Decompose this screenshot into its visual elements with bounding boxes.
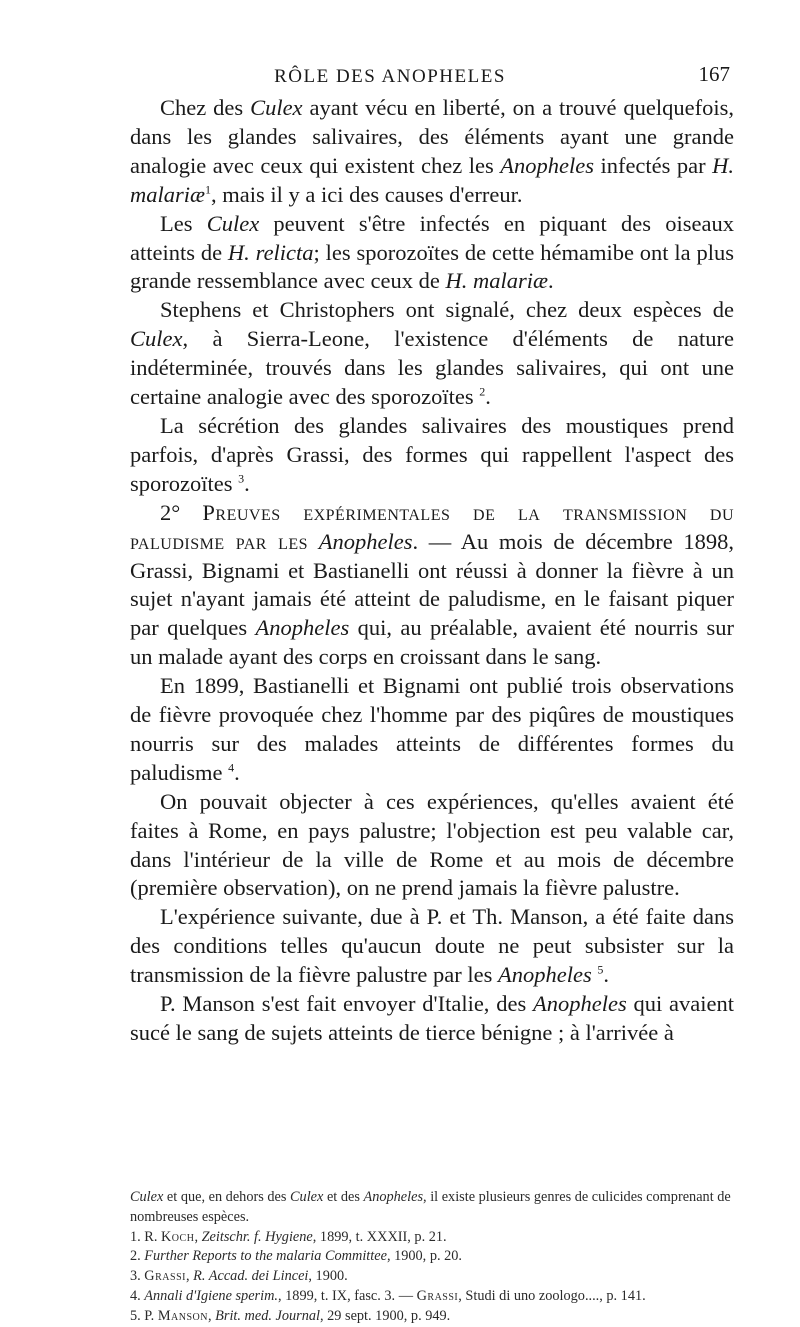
paragraph <box>130 672 734 788</box>
italic-run: Anopheles <box>363 1189 424 1205</box>
section-heading-paragraph <box>130 499 734 672</box>
text-run: . <box>485 384 491 410</box>
text-run: . <box>244 470 250 496</box>
text-run: . <box>603 962 609 988</box>
paragraph <box>130 788 734 904</box>
italic-run: Culex <box>130 326 183 352</box>
footnotes <box>130 1188 736 1327</box>
footnote-ref: 5 <box>597 962 604 977</box>
text-run: et des <box>323 1189 364 1205</box>
text-run: P. Manson s'est fait envoyer d'Italie, des <box>160 991 533 1017</box>
text-run: 1. R. <box>130 1228 161 1245</box>
italic-run: Annali d'Igiene sperim. <box>144 1287 278 1304</box>
text-run: 2° <box>160 499 203 525</box>
italic-run: Culex <box>206 210 260 236</box>
text-run: Chez des <box>160 95 251 120</box>
italic-run: H. malariæ <box>130 152 734 207</box>
footnote <box>130 1287 736 1307</box>
footnote-ref: 2 <box>479 384 486 399</box>
text-run: , à Sierra-Leone, l'existence d'éléments de nature indéterminée, trouvés dans les glandes salivaires, qui ont une certaine analogie avec des sporozoïtes <box>130 326 734 410</box>
text-run: 2. <box>130 1248 145 1265</box>
small-caps-run: Preuves expérimentales de la transmission du paludisme par les <box>130 499 735 554</box>
text-run: 3. <box>130 1268 145 1285</box>
italic-run: Culex <box>130 1189 164 1205</box>
small-caps-run: Koch <box>160 1228 195 1245</box>
text-run: , 1899, t. IX, fasc. 3. — <box>278 1287 417 1304</box>
running-title: RÔLE DES ANOPHELES <box>274 66 506 87</box>
italic-run: Anopheles <box>532 991 627 1017</box>
text-run: qui avaient sucé le sang de sujets atteints de tierce bénigne ; à l'arrivée à <box>130 991 734 1045</box>
text-run: peuvent s'être infectés en piquant des oiseaux atteints de <box>130 210 734 265</box>
text-run: , 1900, p. 20. <box>386 1248 462 1265</box>
italic-run: H. malariæ <box>445 268 548 294</box>
text-run: . — Au mois de décembre 1898, Grassi, Bignami et Bastianelli ont réussi à donner la fièvre à un sujet n'ayant jamais été atteint de paludisme, en le faisant piquer par quelques <box>130 528 734 641</box>
text-run: , 1899, t. XXXII, p. 21. <box>312 1228 447 1245</box>
italic-run: Further Reports to the malaria Committee <box>144 1248 387 1265</box>
text-run: et que, en dehors des <box>163 1189 291 1205</box>
footnote-continuation <box>130 1188 736 1228</box>
text-run: On pouvait objecter à ces expériences, qu'elles avaient été faites à Rome, en pays palustre; l'objection est peu valable car, dans l'intérieur de la ville de Rome et au mois de décembre (première observation), on ne prend jamais la fièvre palustre. <box>130 788 734 901</box>
text-run: , Studi di uno zoologo...., p. 141. <box>458 1287 646 1304</box>
text-run: , <box>194 1228 202 1245</box>
footnote-ref: 4 <box>228 760 235 775</box>
italic-run: Anopheles <box>255 615 350 641</box>
body-text <box>130 94 734 1048</box>
text-run: L'expérience suivante, due à P. et Th. Manson, a été faite dans des conditions telles qu'aucun doute ne peut subsister sur la transmission de la fièvre palustre par les <box>130 904 734 988</box>
text-run: ayant vécu en liberté, on a trouvé quelquefois, dans les glandes salivaires, des éléments ayant une grande analogie avec ceux qui existent chez les <box>130 95 734 178</box>
italic-run: Brit. med. Journal <box>215 1307 320 1324</box>
italic-run: R. Accad. dei Lincei <box>193 1268 309 1285</box>
paragraph <box>130 412 734 499</box>
text-run: . <box>547 268 554 294</box>
text-run: , il existe plusieurs genres de culicides comprenant de nombreuses espèces. <box>130 1189 731 1225</box>
text-run: , mais il y a ici des causes d'erreur. <box>211 181 523 207</box>
paragraph <box>130 210 734 297</box>
page-header <box>130 62 730 94</box>
text-run: , 29 sept. 1900, p. 949. <box>319 1307 451 1324</box>
text-run: . <box>234 759 240 785</box>
italic-run: H. relicta <box>227 239 314 265</box>
footnote-ref: 3 <box>238 471 245 486</box>
text-run: 4. <box>130 1287 145 1304</box>
italic-run: Zeitschr. f. Hygiene <box>201 1228 313 1245</box>
text-run: qui, au préalable, avaient été nourris sur un malade ayant des corps en croissant dans le sang. <box>130 615 734 670</box>
italic-run: Culex <box>250 95 303 120</box>
paragraph <box>130 296 734 412</box>
paragraph <box>130 903 734 990</box>
footnote <box>130 1228 736 1248</box>
small-caps-run: Grassi <box>144 1268 186 1285</box>
small-caps-run: Grassi <box>416 1287 459 1304</box>
italic-run: Anopheles <box>498 962 592 988</box>
text-run: ; les sporozoïtes de cette hémamibe ont la plus grande ressemblance avec ceux de <box>130 239 734 294</box>
text-run: Stephens et Christophers ont signalé, chez deux espèces de <box>160 297 734 323</box>
text-run: infectés par <box>593 152 713 178</box>
footnote <box>130 1267 736 1287</box>
italic-run: Anopheles <box>500 152 594 178</box>
text-run: En 1899, Bastianelli et Bignami ont publié trois observations de fièvre provoquée chez l'homme par des piqûres de moustiques nourris sur des malades atteints de différentes formes du paludisme <box>130 673 734 785</box>
small-caps-run: Manson <box>157 1307 208 1324</box>
text-run: 5. P. <box>130 1307 158 1324</box>
text-run: La sécrétion des glandes salivaires des moustiques prend parfois, d'après Grassi, des formes qui rappellent l'aspect des sporozoïtes <box>130 412 734 496</box>
footnote <box>130 1247 736 1267</box>
text-run: Les <box>160 210 207 236</box>
text-run: , <box>207 1307 216 1324</box>
italic-run: Culex <box>290 1189 324 1205</box>
paragraph <box>130 94 734 210</box>
text-run <box>308 529 319 554</box>
italic-run: Anopheles <box>318 528 413 554</box>
footnote-ref: 1 <box>205 182 212 197</box>
paragraph <box>130 990 734 1048</box>
text-run: , <box>185 1268 194 1285</box>
page-number: 167 <box>698 62 730 86</box>
text-run: , 1900. <box>308 1268 348 1285</box>
